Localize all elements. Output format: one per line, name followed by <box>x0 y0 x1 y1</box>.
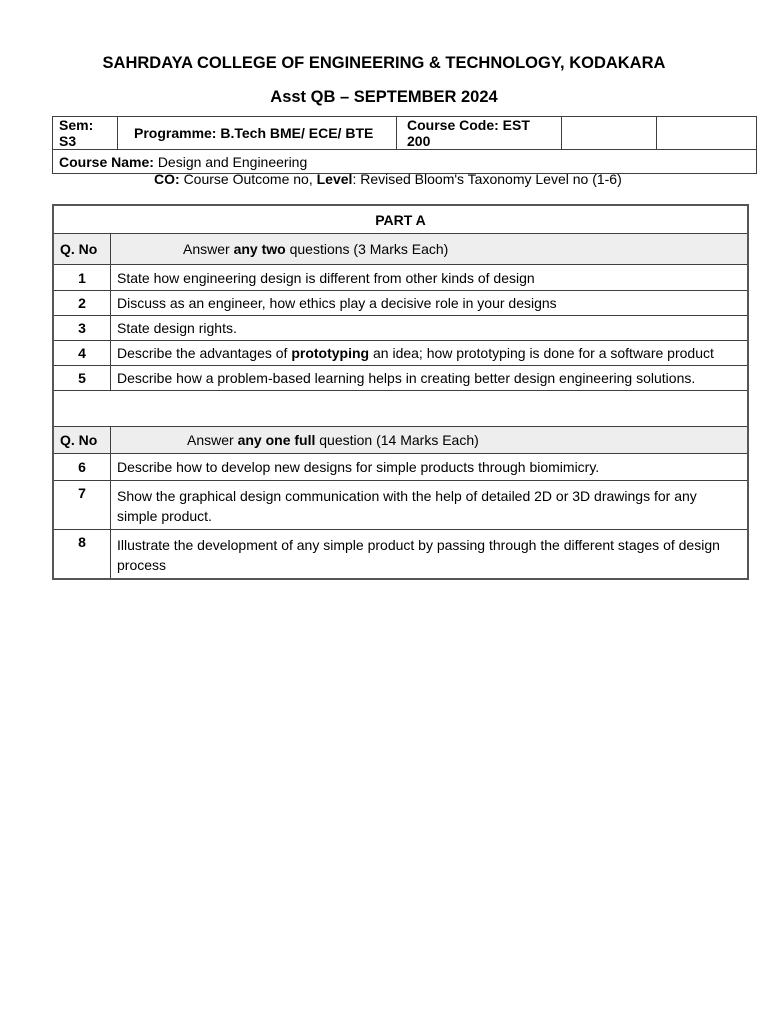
legend-line <box>154 171 622 187</box>
question-number: 1 <box>53 265 111 291</box>
question-row <box>53 265 748 291</box>
question-row <box>53 366 748 391</box>
blank-cell <box>657 117 757 150</box>
programme-cell: Programme: B.Tech BME/ ECE/ BTE <box>118 117 397 150</box>
college-title: SAHRDAYA COLLEGE OF ENGINEERING & TECHNOLOGY, KODAKARA <box>102 54 666 72</box>
part-a-instruction <box>111 234 749 265</box>
semester-cell: Sem: S3 <box>53 117 118 150</box>
question-text: Describe how to develop new designs for simple products through biomimicry. <box>111 454 749 481</box>
question-text: Illustrate the development of any simple product by passing through the different stages of design process <box>111 530 749 580</box>
exam-title: Asst QB – SEPTEMBER 2024 <box>270 88 498 106</box>
question-row <box>53 316 748 341</box>
course-name-value: Design and Engineering <box>157 153 308 170</box>
part-a-title-row <box>53 205 748 234</box>
course-info-table <box>52 116 757 174</box>
part-b-instruction <box>111 427 749 454</box>
question-row <box>53 291 748 316</box>
instruction-text: question (14 Marks Each) <box>319 432 479 448</box>
instruction-emphasis: any one full <box>237 432 316 448</box>
question-text: Discuss as an engineer, how ethics play a decisive role in your designs <box>111 291 749 316</box>
course-name-cell <box>53 150 757 174</box>
spacer-row <box>53 391 748 427</box>
instruction-text: Answer <box>183 241 230 257</box>
level-text: : Revised Bloom's Taxonomy Level no (1-6) <box>352 171 622 187</box>
instruction-emphasis: any two <box>233 241 286 257</box>
question-text: Show the graphical design communication with the help of detailed 2D or 3D drawings for any simple product. <box>111 481 749 530</box>
question-text: State how engineering design is different from other kinds of design <box>111 265 749 291</box>
question-number: 8 <box>53 530 111 580</box>
question-number: 4 <box>53 341 111 366</box>
question-row <box>53 454 748 481</box>
part-b-header-row <box>53 427 748 454</box>
qno-header: Q. No <box>53 427 111 454</box>
question-number: 2 <box>53 291 111 316</box>
question-text-part: an idea; how prototyping is done for a software product <box>373 345 714 361</box>
question-text-emphasis: prototyping <box>291 345 370 361</box>
instruction-text: questions (3 Marks Each) <box>289 241 449 257</box>
qno-header: Q. No <box>53 234 111 265</box>
question-number: 6 <box>53 454 111 481</box>
instruction-text: Answer <box>187 432 234 448</box>
question-number: 5 <box>53 366 111 391</box>
question-text: State design rights. <box>111 316 749 341</box>
co-text: Course Outcome no, <box>183 171 313 187</box>
part-a-title: PART A <box>53 205 748 234</box>
question-text <box>111 341 749 366</box>
question-row <box>53 481 748 530</box>
question-number: 3 <box>53 316 111 341</box>
info-row <box>53 117 757 150</box>
question-row <box>53 341 748 366</box>
co-label: CO: <box>154 171 180 187</box>
course-code-cell: Course Code: EST 200 <box>397 117 562 150</box>
question-number: 7 <box>53 481 111 530</box>
course-name-label: Course Name: <box>59 153 154 170</box>
questions-table <box>52 204 749 580</box>
spacer-cell <box>53 391 748 427</box>
question-row <box>53 530 748 580</box>
question-text: Describe how a problem-based learning helps in creating better design engineering solutions. <box>111 366 749 391</box>
level-label: Level <box>316 171 353 187</box>
blank-cell <box>562 117 657 150</box>
part-a-header-row <box>53 234 748 265</box>
question-text-part: Describe the advantages of <box>117 345 288 361</box>
course-name-row <box>53 150 757 174</box>
